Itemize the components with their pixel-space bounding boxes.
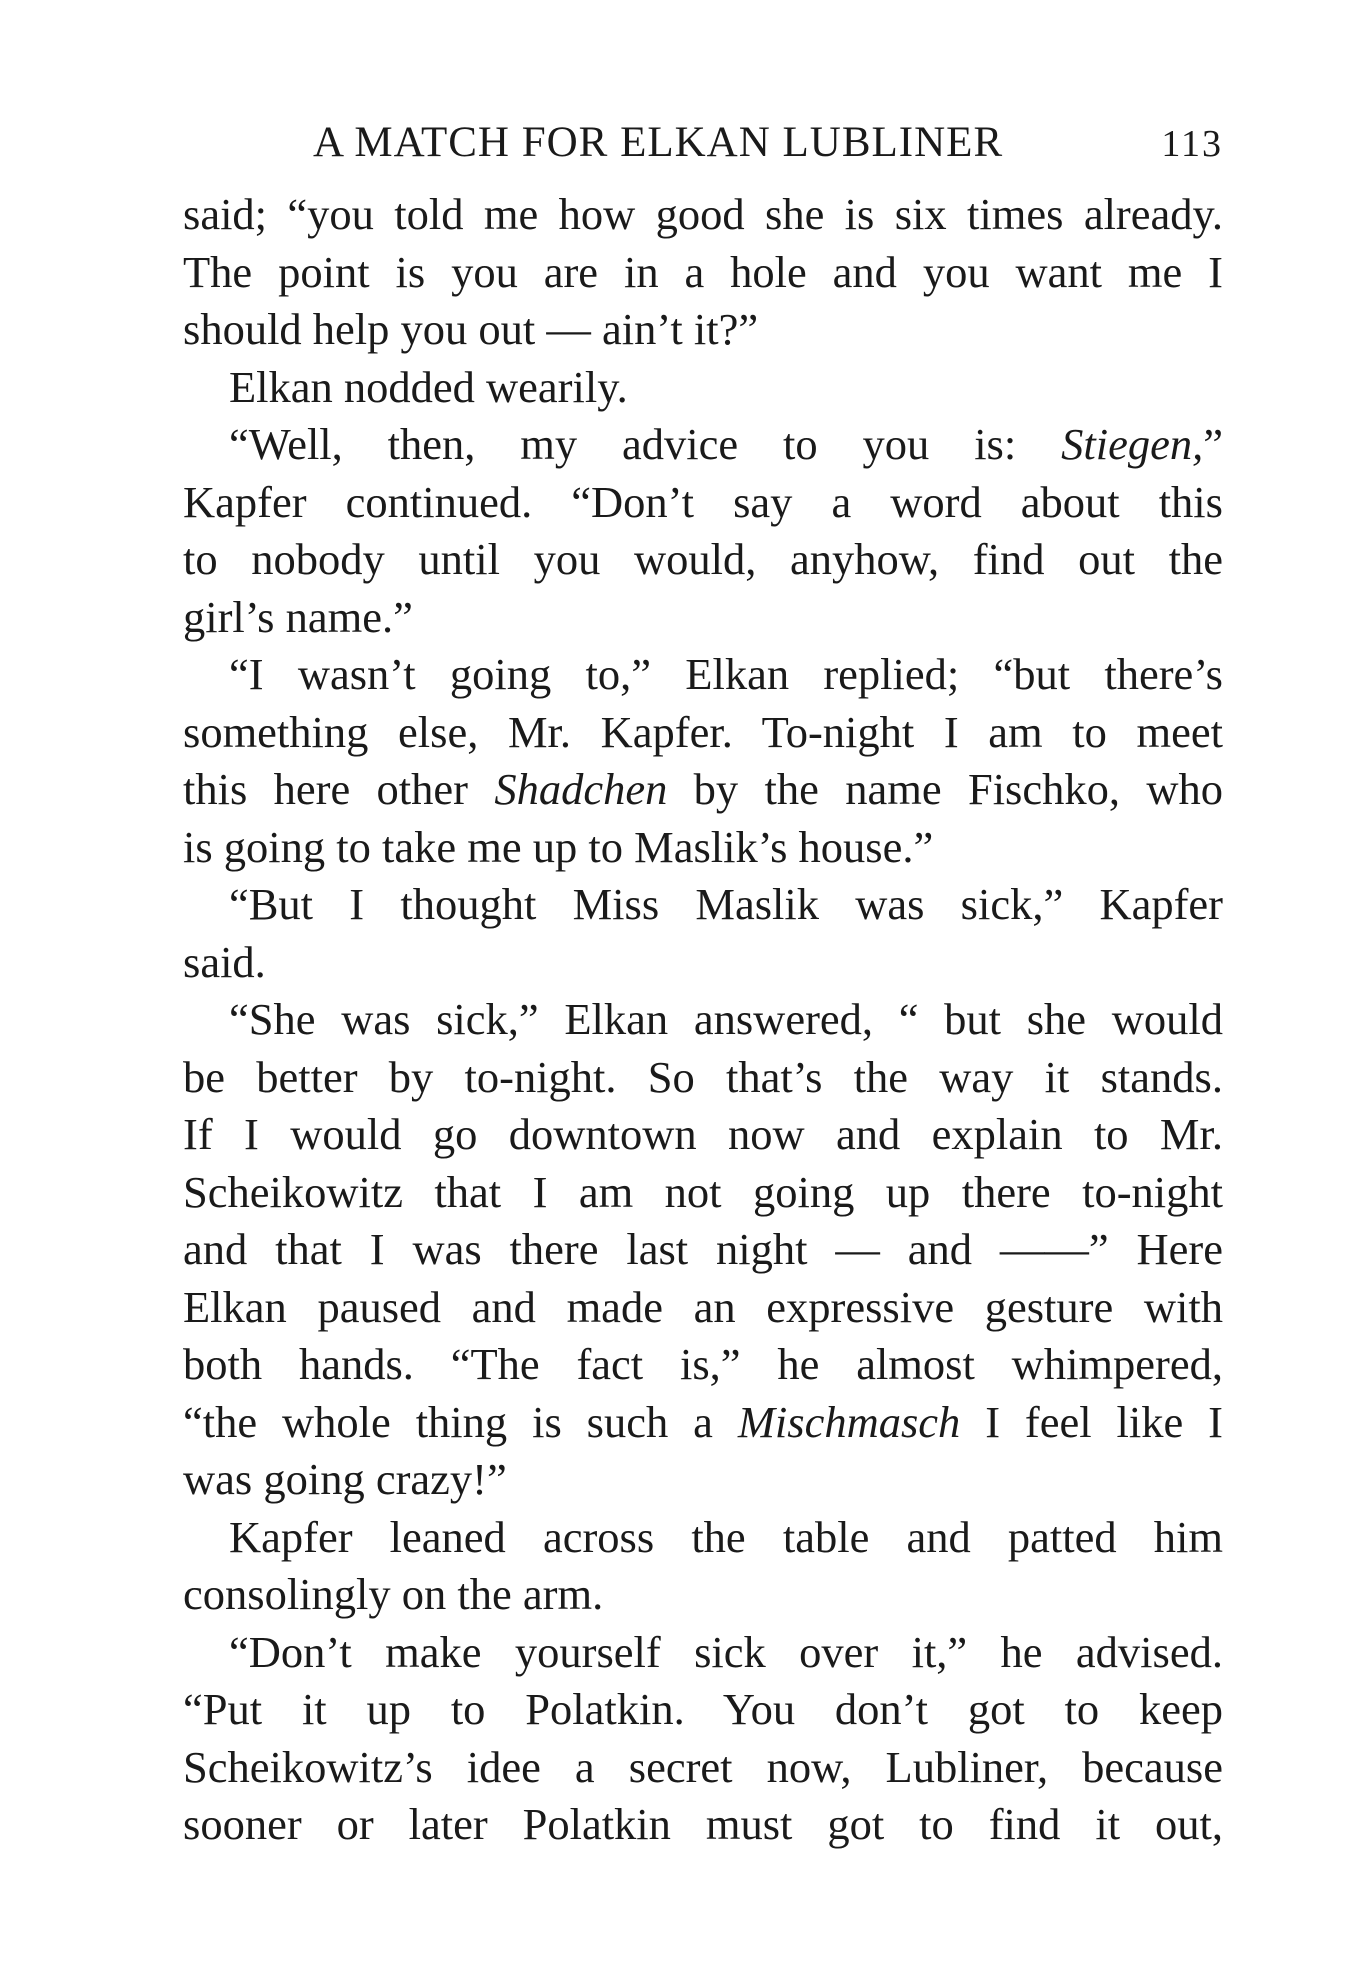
text-line <box>183 991 1223 1049</box>
text-line <box>183 1566 1223 1624</box>
text-segment: should help you out — ain’t it?” <box>183 304 759 354</box>
text-line <box>183 589 1223 647</box>
text-segment: Kapfer leaned across the table and patted him <box>229 1511 1223 1562</box>
italic-text: Mischmasch <box>737 1396 961 1447</box>
text-segment: both hands. “The fact is,” he almost whimpered, <box>183 1339 1223 1389</box>
text-line <box>183 1451 1223 1509</box>
text-line <box>183 1106 1223 1164</box>
text-segment: I feel like I <box>960 1396 1223 1447</box>
italic-text: Stiegen, <box>1061 419 1204 469</box>
text-line <box>183 1221 1223 1279</box>
body-text <box>183 186 1223 1854</box>
text-segment: Scheikowitz’s idee a secret now, Lubliner, because <box>183 1741 1223 1792</box>
text-segment: “Don’t make yourself sick over it,” he advised. <box>229 1626 1223 1677</box>
text-segment: If I would go downtown now and explain to Mr. <box>183 1109 1223 1159</box>
text-segment: and that I was there last night — and ——” Here <box>183 1224 1223 1274</box>
text-segment: “But I thought Miss Maslik was sick,” Kapfer <box>229 879 1223 929</box>
text-line <box>183 646 1223 704</box>
page-number: 113 <box>1161 123 1223 165</box>
text-line <box>183 474 1223 532</box>
text-line <box>183 1336 1223 1394</box>
text-segment: “She was sick,” Elkan answered, “ but she would <box>229 994 1223 1044</box>
text-segment: “Well, then, my advice to you is: <box>229 419 1062 469</box>
text-line <box>183 416 1223 474</box>
text-line <box>183 1279 1223 1337</box>
text-segment: Elkan paused and made an expressive gesture with <box>183 1281 1223 1332</box>
text-line <box>183 934 1223 992</box>
text-line <box>183 531 1223 589</box>
text-segment: consolingly on the arm. <box>183 1569 604 1619</box>
text-line <box>183 704 1223 762</box>
italic-text: Shadchen <box>494 764 668 814</box>
running-head <box>183 118 1223 178</box>
text-line <box>183 1509 1223 1567</box>
text-segment: Scheikowitz that I am not going up there to-night <box>183 1166 1223 1217</box>
text-segment: to nobody until you would, anyhow, find out the <box>183 534 1223 584</box>
text-line <box>183 244 1223 302</box>
text-segment: said. <box>183 936 266 987</box>
running-title: A MATCH FOR ELKAN LUBLINER <box>313 119 1004 166</box>
text-segment: sooner or later Polatkin must got to find it out, <box>183 1799 1223 1849</box>
text-segment: Kapfer continued. “Don’t say a word about this <box>183 476 1223 527</box>
text-segment: Elkan nodded wearily. <box>229 361 628 412</box>
text-segment: is going to take me up to Maslik’s house.” <box>183 821 934 872</box>
text-segment: something else, Mr. Kapfer. To-night I am to meet <box>183 706 1223 757</box>
text-line <box>183 761 1223 819</box>
text-line <box>183 1681 1223 1739</box>
text-line <box>183 301 1223 359</box>
text-segment: ” <box>1203 419 1223 469</box>
text-line <box>183 876 1223 934</box>
text-segment: “the whole thing is such a <box>183 1396 738 1447</box>
text-segment: said; “you told me how good she is six times already. <box>183 189 1223 239</box>
text-line <box>183 1739 1223 1797</box>
book-page <box>183 118 1223 1854</box>
text-line <box>183 1049 1223 1107</box>
text-line <box>183 1624 1223 1682</box>
text-segment: “Put it up to Polatkin. You don’t got to keep <box>183 1684 1223 1734</box>
text-segment: “I wasn’t going to,” Elkan replied; “but there’s <box>229 649 1223 699</box>
text-line <box>183 1796 1223 1854</box>
text-segment: by the name Fischko, who <box>667 764 1223 814</box>
text-line <box>183 1164 1223 1222</box>
text-line <box>183 359 1223 417</box>
text-line <box>183 819 1223 877</box>
text-segment: this here other <box>183 764 495 814</box>
text-segment: be better by to-night. So that’s the way it stands. <box>183 1051 1223 1102</box>
text-segment: girl’s name.” <box>183 591 413 642</box>
text-segment: The point is you are in a hole and you want me I <box>183 246 1223 297</box>
text-line <box>183 186 1223 244</box>
text-line <box>183 1394 1223 1452</box>
text-segment: was going crazy!” <box>183 1454 507 1504</box>
